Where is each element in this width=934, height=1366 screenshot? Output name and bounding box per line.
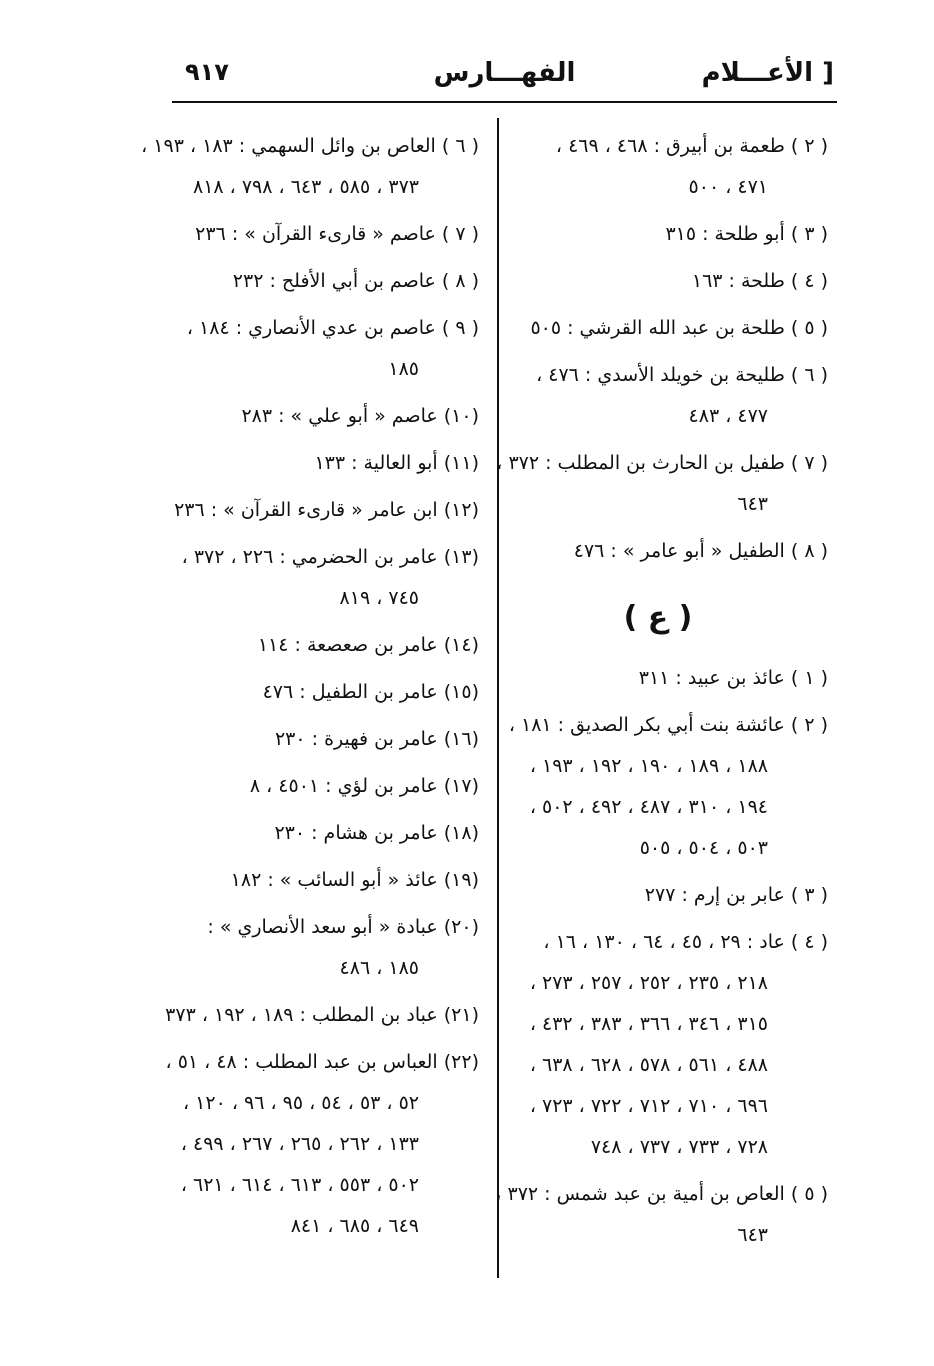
index-entry [448, 443, 828, 531]
index-entry [448, 658, 828, 705]
section-letter-heading: ( ع ) [623, 600, 693, 635]
index-entry [448, 875, 828, 922]
entry-heading-line: (١٧) عامر بن لؤي : ٤٥٠١ ، ٨ [249, 775, 479, 797]
index-entry [159, 719, 479, 766]
entry-continuation-line: ١٩٤ ، ٣١٠ ، ٤٨٧ ، ٤٩٢ ، ٥٠٢ ، [529, 796, 768, 818]
index-entry [159, 625, 479, 672]
header-rule [172, 101, 837, 103]
index-entry [159, 308, 479, 396]
entry-heading-line: (٢١) عباد بن المطلب : ١٨٩ ، ١٩٢ ، ٣٧٣ [165, 1004, 479, 1026]
entry-heading-line: (٢٠) عبادة « أبو سعد الأنصاري » : [207, 916, 479, 938]
entry-continuation-line: ٤٧٧ ، ٤٨٣ [688, 405, 768, 427]
index-entry [159, 443, 479, 490]
entry-heading-line: (٢٢) العباس بن عبد المطلب : ٤٨ ، ٥١ ، [165, 1051, 479, 1073]
header-index-title: الفهـــارس [433, 58, 576, 88]
index-entry [448, 308, 828, 355]
entry-heading-line: ( ٦ ) العاص بن وائل السهمي : ١٨٣ ، ١٩٣ ، [141, 135, 479, 157]
entry-continuation-line: ٤٨٨ ، ٥٦١ ، ٥٧٨ ، ٦٢٨ ، ٦٣٨ ، [529, 1054, 768, 1076]
entry-continuation-line: ٤٧١ ، ٥٠٠ [688, 176, 768, 198]
index-entry [159, 995, 479, 1042]
index-entry [159, 261, 479, 308]
entry-continuation-line: ٦٤٣ [737, 1224, 768, 1246]
header-section-title: الأعـــلام ] [701, 58, 834, 88]
entry-heading-line: ( ٣ ) عابر بن إرم : ٢٧٧ [644, 884, 828, 906]
entry-continuation-line: ٦٤٣ [737, 493, 768, 515]
entry-heading-line: ( ٣ ) أبو طلحة : ٣١٥ [665, 223, 828, 245]
entry-heading-line: (١٣) عامر بن الحضرمي : ٢٢٦ ، ٣٧٢ ، [181, 546, 479, 568]
entry-continuation-line: ٢١٨ ، ٢٣٥ ، ٢٥٢ ، ٢٥٧ ، ٢٧٣ ، [529, 972, 768, 994]
index-entry [141, 126, 479, 214]
entry-heading-line: (١٠) عاصم « أبو علي » : ٢٨٣ [241, 405, 479, 427]
entry-heading-line: ( ٩ ) عاصم بن عدي الأنصاري : ١٨٤ ، [186, 317, 479, 339]
index-entry [448, 531, 828, 578]
index-entry [159, 672, 479, 719]
entry-continuation-line: ٥٠٣ ، ٥٠٤ ، ٥٠٥ [639, 837, 768, 859]
entry-heading-line: ( ١ ) عائذ بن عبيد : ٣١١ [638, 667, 828, 689]
entry-heading-line: ( ٥ ) طلحة بن عبد الله القرشي : ٥٠٥ [530, 317, 828, 339]
index-entry [448, 922, 828, 1174]
index-entry [159, 214, 479, 261]
entry-heading-line: ( ٨ ) عاصم بن أبي الأفلح : ٢٣٢ [232, 270, 479, 292]
entry-heading-line: ( ٧ ) طفيل بن الحارث بن المطلب : ٣٧٢ ، [496, 452, 828, 474]
entry-heading-line: (١٥) عامر بن الطفيل : ٤٧٦ [262, 681, 479, 703]
entry-heading-line: ( ٦ ) طليحة بن خويلد الأسدي : ٤٧٦ ، [536, 364, 828, 386]
index-entry [448, 1174, 828, 1262]
index-entry [159, 537, 479, 625]
entry-heading-line: (١٢) ابن عامر « قارىء القرآن » : ٢٣٦ [174, 499, 479, 521]
entry-heading-line: ( ٨ ) الطفيل « أبو عامر » : ٤٧٦ [573, 540, 828, 562]
left-column [141, 126, 479, 1253]
entry-heading-line: ( ٥ ) العاص بن أمية بن عبد شمس : ٣٧٢ ، [495, 1183, 828, 1205]
entry-heading-line: ( ٢ ) طعمة بن أبيرق : ٤٦٨ ، ٤٦٩ ، [555, 135, 828, 157]
index-entry [159, 766, 479, 813]
index-entry [448, 705, 828, 875]
entry-continuation-line: ١٣٣ ، ٢٦٢ ، ٢٦٥ ، ٢٦٧ ، ٤٩٩ ، [180, 1133, 419, 1155]
index-entry [159, 1042, 479, 1253]
page-number: ٩١٧ [185, 58, 229, 86]
page-header [175, 58, 834, 98]
entry-continuation-line: ٣٧٣ ، ٥٨٥ ، ٦٤٣ ، ٧٩٨ ، ٨١٨ [193, 176, 419, 198]
index-entry [448, 214, 828, 261]
right-column [448, 126, 828, 1262]
index-entry [159, 860, 479, 907]
index-entry [159, 396, 479, 443]
entry-continuation-line: ١٨٥ ، ٤٨٦ [339, 957, 419, 979]
index-entry [159, 813, 479, 860]
entry-continuation-line: ٥٠٢ ، ٥٥٣ ، ٦١٣ ، ٦١٤ ، ٦٢١ ، [180, 1174, 419, 1196]
entry-heading-line: (١٦) عامر بن فهيرة : ٢٣٠ [274, 728, 479, 750]
entry-continuation-line: ٧٤٥ ، ٨١٩ [339, 587, 419, 609]
entry-continuation-line: ١٨٨ ، ١٨٩ ، ١٩٠ ، ١٩٢ ، ١٩٣ ، [529, 755, 768, 777]
entry-heading-line: (١٨) عامر بن هشام : ٢٣٠ [274, 822, 479, 844]
entry-heading-line: ( ٤ ) طلحة : ١٦٣ [691, 270, 828, 292]
entry-continuation-line: ٧٢٨ ، ٧٣٣ ، ٧٣٧ ، ٧٤٨ [590, 1136, 768, 1158]
entry-heading-line: (١٩) عائذ « أبو السائب » : ١٨٢ [230, 869, 479, 891]
entry-continuation-line: ٦٤٩ ، ٦٨٥ ، ٨٤١ [290, 1215, 419, 1237]
index-entry [159, 907, 479, 995]
entry-heading-line: ( ٤ ) عاد : ٢٩ ، ٤٥ ، ٦٤ ، ١٣٠ ، ١٦ ، [543, 931, 828, 953]
entry-heading-line: ( ٢ ) عائشة بنت أبي بكر الصديق : ١٨١ ، [508, 714, 828, 736]
entry-heading-line: (١٤) عامر بن صعصعة : ١١٤ [257, 634, 479, 656]
entry-continuation-line: ٥٢ ، ٥٣ ، ٥٤ ، ٩٥ ، ٩٦ ، ١٢٠ ، [183, 1092, 419, 1114]
index-entry [448, 126, 828, 214]
entry-continuation-line: ١٨٥ [388, 358, 419, 380]
index-entry [448, 355, 828, 443]
entry-heading-line: ( ٧ ) عاصم « قارىء القرآن » : ٢٣٦ [195, 223, 479, 245]
index-entry [448, 261, 828, 308]
entry-heading-line: (١١) أبو العالية : ١٣٣ [314, 452, 479, 474]
index-entry [159, 490, 479, 537]
entry-continuation-line: ٦٩٦ ، ٧١٠ ، ٧١٢ ، ٧٢٢ ، ٧٢٣ ، [529, 1095, 768, 1117]
entry-continuation-line: ٣١٥ ، ٣٤٦ ، ٣٦٦ ، ٣٨٣ ، ٤٣٢ ، [529, 1013, 768, 1035]
